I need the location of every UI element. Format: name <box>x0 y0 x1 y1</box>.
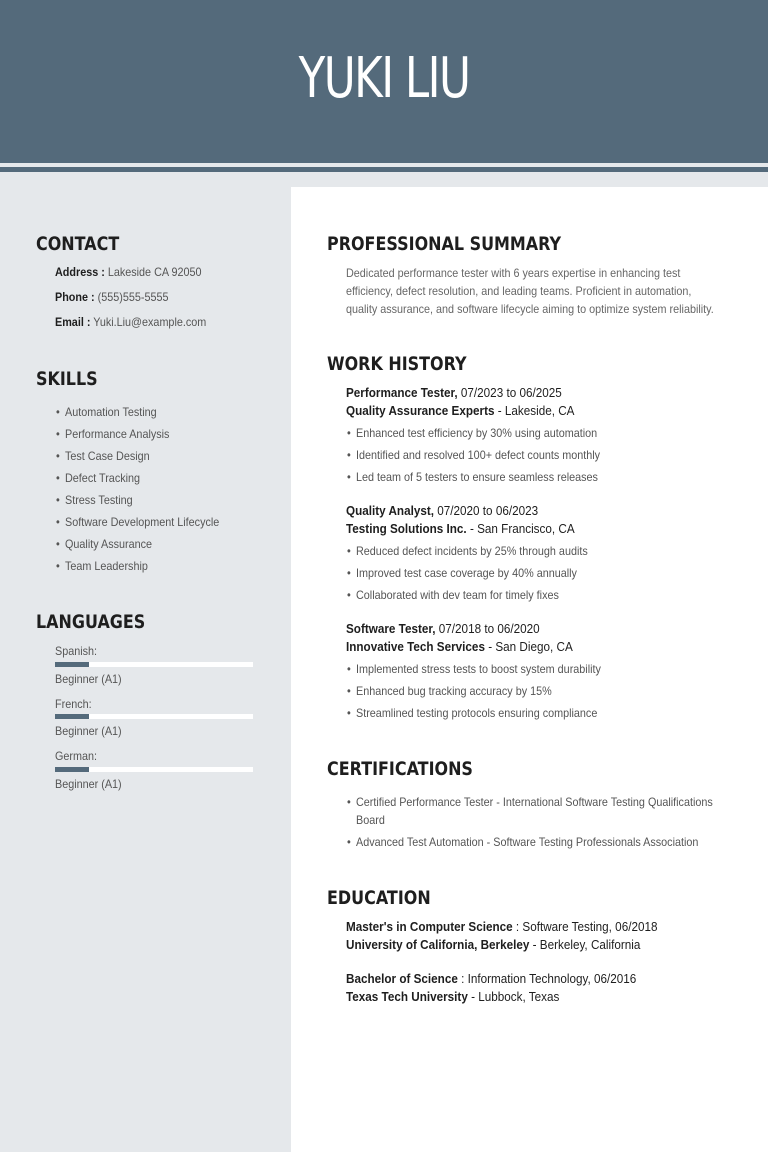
education-degree: Bachelor of Science <box>346 971 458 986</box>
summary-text: Dedicated performance tester with 6 years expertise in enhancing test efficiency, defect resolution, and leading teams. Proficient in automation, quality assurance, and software lifecycle aiming to optimize system reliability. <box>346 266 714 316</box>
job-bullet: • Collaborated with dev team for timely fixes <box>356 588 559 603</box>
contact-email <box>55 315 206 330</box>
skill-item: • Defect Tracking <box>65 471 140 486</box>
job-role: Performance Tester, <box>346 385 458 400</box>
job-bullet: • Identified and resolved 100+ defect counts monthly <box>356 448 600 463</box>
job-company-line <box>346 639 573 655</box>
header-banner <box>0 0 768 163</box>
education-degree-line <box>346 919 657 935</box>
job-role: Software Tester, <box>346 621 436 636</box>
job-bullet: • Led team of 5 testers to ensure seamless releases <box>356 470 598 485</box>
education-title: EDUCATION <box>327 887 431 909</box>
skill-item: • Automation Testing <box>65 405 157 420</box>
education-location: - Berkeley, California <box>532 937 641 952</box>
education-field: : Information Technology, 06/2016 <box>461 971 637 986</box>
skill-item: • Performance Analysis <box>65 427 169 442</box>
education-school: University of California, Berkeley <box>346 937 530 952</box>
skill-item: • Software Development Lifecycle <box>65 515 219 530</box>
job-company: Innovative Tech Services <box>346 639 485 654</box>
education-school-line <box>346 937 640 953</box>
contact-title: CONTACT <box>36 233 120 255</box>
education-location: - Lubbock, Texas <box>471 989 560 1004</box>
job-title-line <box>346 503 538 519</box>
job-location: - Lakeside, CA <box>497 403 575 418</box>
language-bar <box>55 767 253 772</box>
education-school-line <box>346 989 559 1005</box>
job-title-line <box>346 385 562 401</box>
work-title: WORK HISTORY <box>327 353 467 375</box>
job-bullet: • Improved test case coverage by 40% annually <box>356 566 577 581</box>
language-name: Spanish: <box>55 644 98 658</box>
certification-item-cont: Board <box>356 813 385 827</box>
language-level: Beginner (A1) <box>55 777 122 791</box>
job-company: Testing Solutions Inc. <box>346 521 467 536</box>
job-location: - San Diego, CA <box>488 639 573 654</box>
certifications-title: CERTIFICATIONS <box>327 758 473 780</box>
language-bar-fill <box>55 662 89 667</box>
skills-title: SKILLS <box>36 368 98 390</box>
job-dates: 07/2023 to 06/2025 <box>460 385 562 400</box>
job-role: Quality Analyst, <box>346 503 435 518</box>
job-bullet: • Reduced defect incidents by 25% through audits <box>356 544 588 559</box>
contact-phone <box>55 290 168 305</box>
job-location: - San Francisco, CA <box>469 521 575 536</box>
education-degree: Master's in Computer Science <box>346 919 513 934</box>
summary-title: PROFESSIONAL SUMMARY <box>327 233 562 255</box>
skill-item: • Team Leadership <box>65 559 148 574</box>
address-value: Lakeside CA 92050 <box>107 265 202 279</box>
education-degree-line <box>346 971 636 987</box>
candidate-name: YUKI LIU <box>298 46 470 111</box>
job-bullet: • Implemented stress tests to boost system durability <box>356 662 601 677</box>
job-bullet: • Streamlined testing protocols ensuring compliance <box>356 706 597 721</box>
language-bar <box>55 714 253 719</box>
phone-label: Phone : <box>55 290 95 304</box>
language-name: German: <box>55 749 98 763</box>
contact-address <box>55 265 202 280</box>
languages-title: LANGUAGES <box>36 611 146 633</box>
language-bar-fill <box>55 714 89 719</box>
job-title-line <box>346 621 540 637</box>
job-company-line <box>346 403 574 419</box>
address-label: Address : <box>55 265 105 279</box>
job-dates: 07/2018 to 06/2020 <box>438 621 540 636</box>
phone-value: (555)555-5555 <box>97 290 169 304</box>
job-bullet: • Enhanced test efficiency by 30% using automation <box>356 426 597 441</box>
skill-item: • Test Case Design <box>65 449 150 464</box>
language-bar-fill <box>55 767 89 772</box>
email-label: Email : <box>55 315 91 329</box>
education-school: Texas Tech University <box>346 989 468 1004</box>
language-name: French: <box>55 697 92 711</box>
education-field: : Software Testing, 06/2018 <box>515 919 658 934</box>
skill-item: • Quality Assurance <box>65 537 152 552</box>
email-value: Yuki.Liu@example.com <box>93 315 207 329</box>
job-company: Quality Assurance Experts <box>346 403 495 418</box>
job-dates: 07/2020 to 06/2023 <box>437 503 539 518</box>
skill-item: • Stress Testing <box>65 493 133 508</box>
language-bar <box>55 662 253 667</box>
certification-item: • Advanced Test Automation - Software Testing Professionals Association <box>356 835 698 850</box>
job-bullet: • Enhanced bug tracking accuracy by 15% <box>356 684 552 699</box>
certification-item: • Certified Performance Tester - International Software Testing Qualifications <box>356 795 713 810</box>
language-level: Beginner (A1) <box>55 724 122 738</box>
language-level: Beginner (A1) <box>55 672 122 686</box>
job-company-line <box>346 521 575 537</box>
